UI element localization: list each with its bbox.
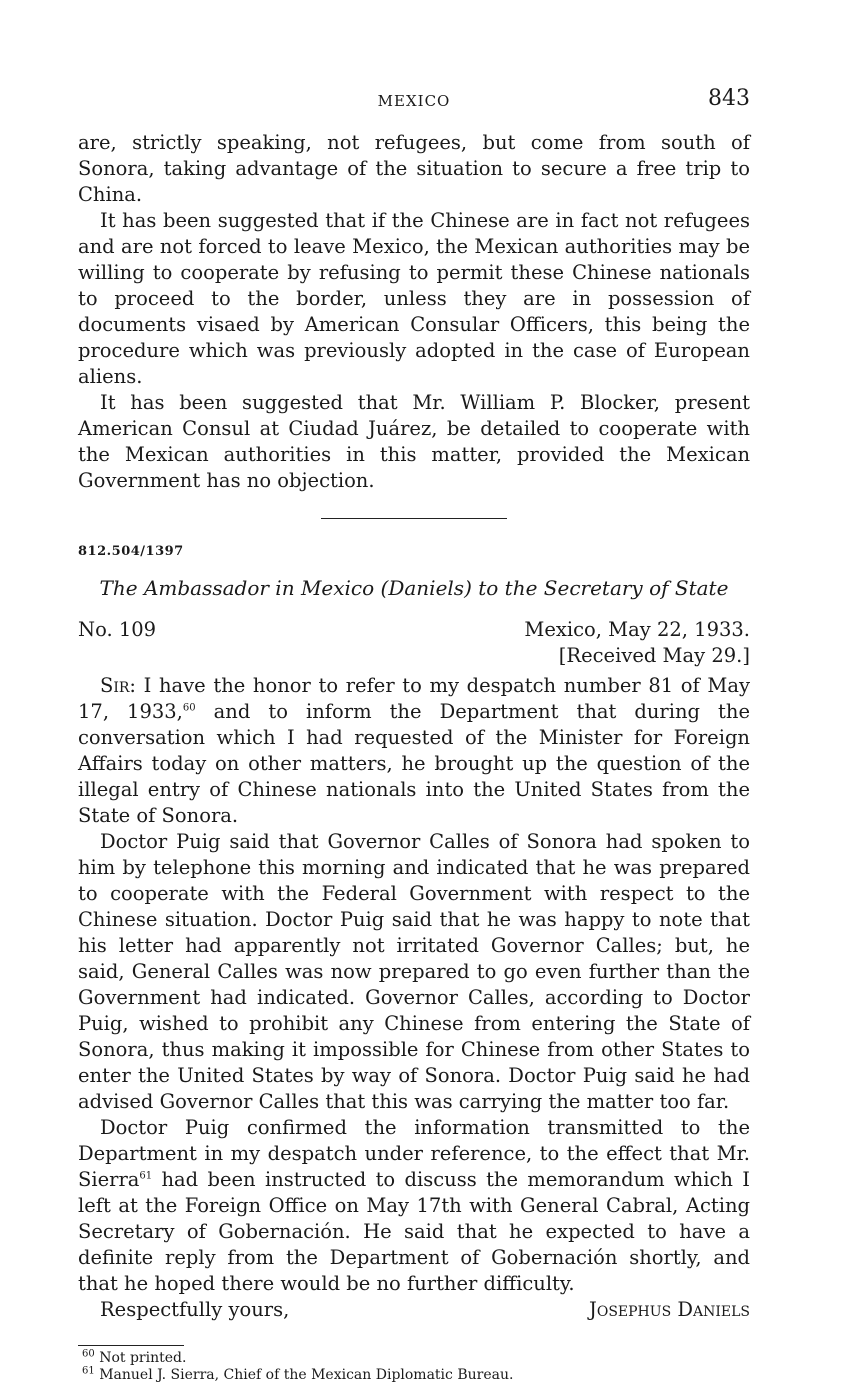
section-divider	[321, 518, 507, 519]
footnote-ref: 60	[182, 702, 196, 714]
paragraph-text: Doctor Puig confirmed the information transmitted to the Department in my despatch under reference, to the effect that Mr. Sierra	[78, 1116, 750, 1191]
footnote-text: Not printed.	[99, 1350, 187, 1366]
paragraph: It has been suggested that if the Chinese are in fact not refugees and are not forced to leave Mexico, the Mexican authorities may be willing to cooperate by refusing to permit these Chinese nationals to proceed to the border, unless they are in possession of documents visaed by American Consular Officers, this being the procedure which was previously adopted in the case of European aliens.	[78, 209, 750, 388]
footnote-text: Manuel J. Sierra, Chief of the Mexican Diplomatic Bureau.	[99, 1367, 514, 1383]
letter-paragraph-2: Doctor Puig said that Governor Calles of Sonora had spoken to him by telephone this morning and indicated that he was prepared to cooperate with the Federal Government with respect to the Chinese situation. Doctor Puig said that he was happy to note that his letter had apparently not irritated Governor Calles; but, he said, General Calles was now prepared to go even further than the Government had indicated. Governor Calles, according to Doctor Puig, wished to prohibit any Chinese from entering the State of Sonora, thus making it impossible for Chinese from other States to enter the United States by way of Sonora. Doctor Puig said he had advised Governor Calles that this was carrying the matter too far.	[78, 830, 750, 1113]
paragraph-text: I have the honor to refer to my despatch number 81 of May 17, 1933,	[78, 674, 750, 723]
document-title: The Ambassador in Mexico (Daniels) to the Secretary of State	[99, 576, 729, 600]
signature: Josephus Daniels	[589, 1298, 750, 1321]
page-header	[78, 86, 750, 116]
page-number: 843	[708, 86, 750, 111]
dateline	[78, 617, 750, 669]
closing	[78, 1297, 750, 1323]
letter-paragraph-1	[78, 673, 750, 829]
footnote-rule	[78, 1345, 184, 1346]
complimentary-close: Respectfully yours,	[100, 1298, 290, 1321]
file-number: 812.504/1397	[78, 544, 184, 559]
footnote-ref: 61	[139, 1170, 153, 1182]
body-text	[78, 130, 750, 1384]
despatch-number: No. 109	[78, 618, 157, 641]
place-date: Mexico, May 22, 1933.	[524, 618, 750, 641]
footnote-marker: 60	[82, 1348, 95, 1360]
footnote	[78, 1367, 750, 1384]
footnote-marker: 61	[82, 1365, 95, 1377]
salutation: Sir:	[100, 674, 136, 697]
footnote	[78, 1350, 750, 1367]
paragraph-text: had been instructed to discuss the memorandum which I left at the Foreign Office on May 17th with General Cabral, Acting Secretary of Gobernación. He said that he expected to have a definite reply from the Department of Gobernación shortly, and that he hoped there would be no further difficulty.	[78, 1168, 750, 1295]
received-date: [Received May 29.]	[558, 644, 750, 667]
letter-paragraph-3	[78, 1115, 750, 1297]
running-head: MEXICO	[377, 92, 451, 110]
paragraph-text: and to inform the Department that during the conversation which I had requested of the Minister for Foreign Affairs today on other matters, he brought up the question of the illegal entry of Chinese nationals into the United States from the State of Sonora.	[78, 700, 750, 827]
paragraph-continued: are, strictly speaking, not refugees, but come from south of Sonora, taking advantage of the situation to secure a free trip to China.	[78, 131, 750, 206]
paragraph: It has been suggested that Mr. William P. Blocker, present American Consul at Ciudad Juárez, be detailed to cooperate with the Mexican authorities in this matter, provided the Mexican Government has no objection.	[78, 391, 750, 492]
